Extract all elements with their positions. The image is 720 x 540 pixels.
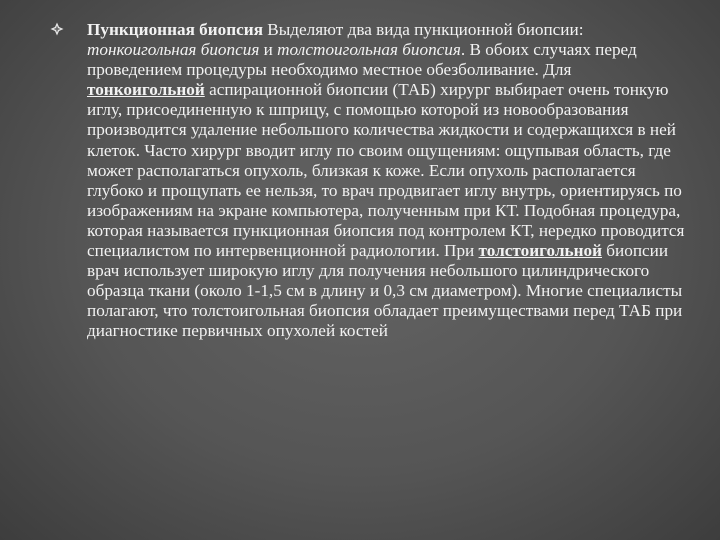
paragraph-title: Пункционная биопсия: [87, 20, 263, 39]
body-paragraph: [87, 20, 687, 342]
text-part-2: аспирационной биопсии (ТАБ) хирург выбирает очень тонкую иглу, присоединенную к шприцу, с помощью которой из новообразования производится удаление небольшого количества жидкости и содержащихся в ней клеток. Часто хирург вводит иглу по своим ощущениям: ощупывая область, где может располагаться опухоль, близкая к коже. Если опухоль располагается глубоко и прощупать ее нельзя, то врач продвигает иглу внутрь, ориентируясь по изображениям на экране компьютера, полученным при КТ. Подобная процедура, которая называется пункционная биопсия под контролем КТ, нередко проводится специалистом по интервенционной радиологии. При: [87, 80, 685, 261]
diamond-bullet-icon: [50, 22, 64, 36]
emphasis-core-needle: толстоигольной: [478, 241, 602, 261]
text-intro: Выделяют два вида пункционной биопсии:: [263, 20, 584, 39]
text-part-3: биопсии врач использует широкую иглу для получения небольшого цилиндрического образца ткани (около 1-1,5 см в длину и 0,3 см диаметром). Многие специалисты полагают, что толстоигольная биопсия обладает преимуществами перед ТАБ при диагностике первичных опухолей костей: [87, 241, 683, 341]
term-fine-needle: тонкоигольная биопсия: [87, 40, 260, 60]
text-and: и: [259, 40, 278, 60]
term-core-needle: толстоигольная биопсия: [277, 40, 461, 60]
emphasis-fine-needle: тонкоигольной: [87, 80, 205, 100]
text-part-1: . В обоих случаях перед проведением процедуры необходимо местное обезболивание. Для: [87, 40, 637, 80]
